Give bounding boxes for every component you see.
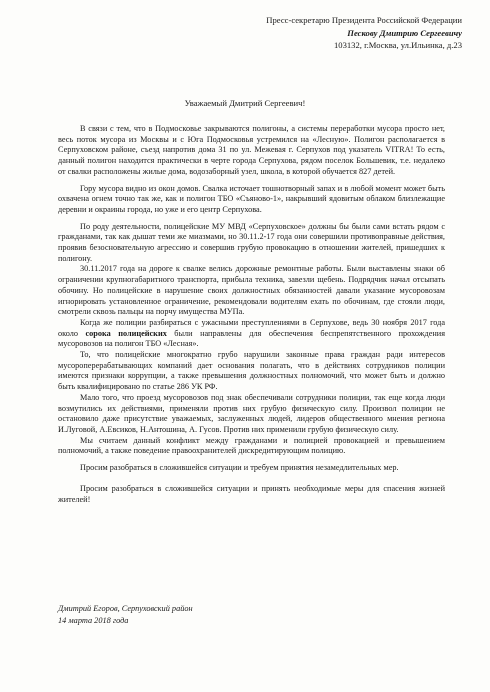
paragraph-9: Просим разобраться в сложившейся ситуации и требуем принятия незамедлительных мер.	[80, 463, 399, 473]
paragraph-8: Мы считаем данный конфликт между гражданами и полицией провокацией и превышением полномочий, а также поведение правоохранителей дискредитирующим полицию.	[58, 435, 445, 456]
paragraph-5-text-end: были направлены для обеспечения беспрепятственного прохождения мусоровозов на полигон ТБО «Лесная».	[58, 328, 445, 349]
signature-name: Дмитрий Егоров, Серпуховский район	[58, 604, 193, 613]
paragraph-1: В связи с тем, что в Подмосковье закрываются полигоны, а системы переработки мусора просто нет, весь поток мусора из Москвы и с Юга Подмосковья устремился на «Лесную». Полигон располагается в Серпуховском районе, съезд напротив дома 31 по ул. Межевая г. Серпухов под указатель VITRA! То есть, данный полигон находится практически в черте города Серпухова, рядом поселок Большевик, т.е. недалеко от свалки расположены жилые дома, водозаборный узел, школа, в которой обучается 827 детей.	[58, 124, 445, 176]
paragraph-4: 30.11.2017 года на дороге к свалке велись дорожные ремонтные работы. Были выставлены знаки об ограничении крупногабаритного транспорта, прибыла техника, завезли щебень. Подрядчик начал отсыпать обочину. Но полицейские в нарушение своих должностных обязанностей давали указание мусоровозам игнорировать установленное ограничение, рекомендовали водителям ехать по обочинам, где стояли люди, смотрели сквозь пальцы на порчу имущества МУПа.	[58, 264, 445, 317]
paragraph-5	[58, 318, 445, 350]
paragraph-10: Просим разобраться в сложившейся ситуации и принять необходимые меры для спасения жизней жителей!	[58, 483, 445, 504]
paragraph-3: По роду деятельности, полицейские МУ МВД «Серпуховское» должны бы были сами встать рядом с гражданами, так как дышат теми же миазмами, но 30.11.2-17 года они совершили противоправные действия, проявив безосновательную агрессию и совершив грубую провокацию в отношении жителей, пришедших к полигону.	[58, 221, 445, 263]
paragraph-2: Гору мусора видно из окон домов. Свалка источает тошнотворный запах и в любой момент может быть охвачена огнем точно так же, как и полигон ТБО «Съяново-1», накрывший ядовитым облаком близлежащие деревни и окраины города, но уже и его центр Серпухова.	[58, 183, 445, 214]
addressee-title: Пресс-секретарю Президента Российской Федерации	[266, 15, 462, 25]
paragraph-6: То, что полицейские многократно грубо нарушили законные права граждан ради интересов мусороперерабатывающих компаний дает основания полагать, что в действиях сотрудников полиции имеются признаки коррупции, а также превышения должностных полномочий, что может быть и должно быть квалифицировано по статье 286 УК РФ.	[58, 350, 445, 392]
signature-date: 14 марта 2018 года	[58, 616, 129, 625]
paragraph-5-text-start: Когда же полиции разбираться с ужасными преступлениями в Серпухове, ведь 30 ноября 2017 года около	[58, 317, 445, 338]
salutation: Уважаемый Дмитрий Сергеевич!	[184, 98, 306, 108]
signature-block	[58, 603, 193, 627]
addressee-name: Пескову Дмитрию Сергеевичу	[347, 27, 462, 38]
addressee-block	[266, 14, 462, 52]
paragraph-7: Мало того, что проезд мусоровозов под знак обеспечивали сотрудники полиции, так еще когда люди возмутились их действиями, применяли против них грубую физическую силу. Произвол полиции не остановило даже присутствие уважаемых, заслуженных людей, лидеров общественного мнения региона И.Луговой, А.Евсиков, Н.Антошина, А. Гусов. Против них применили грубую физическую силу.	[58, 392, 445, 434]
addressee-address: 103132, г.Москва, ул.Ильинка, д.23	[333, 40, 462, 51]
letter-body	[58, 124, 445, 505]
paragraph-5-bold-text: сорока полицейских	[85, 328, 167, 338]
